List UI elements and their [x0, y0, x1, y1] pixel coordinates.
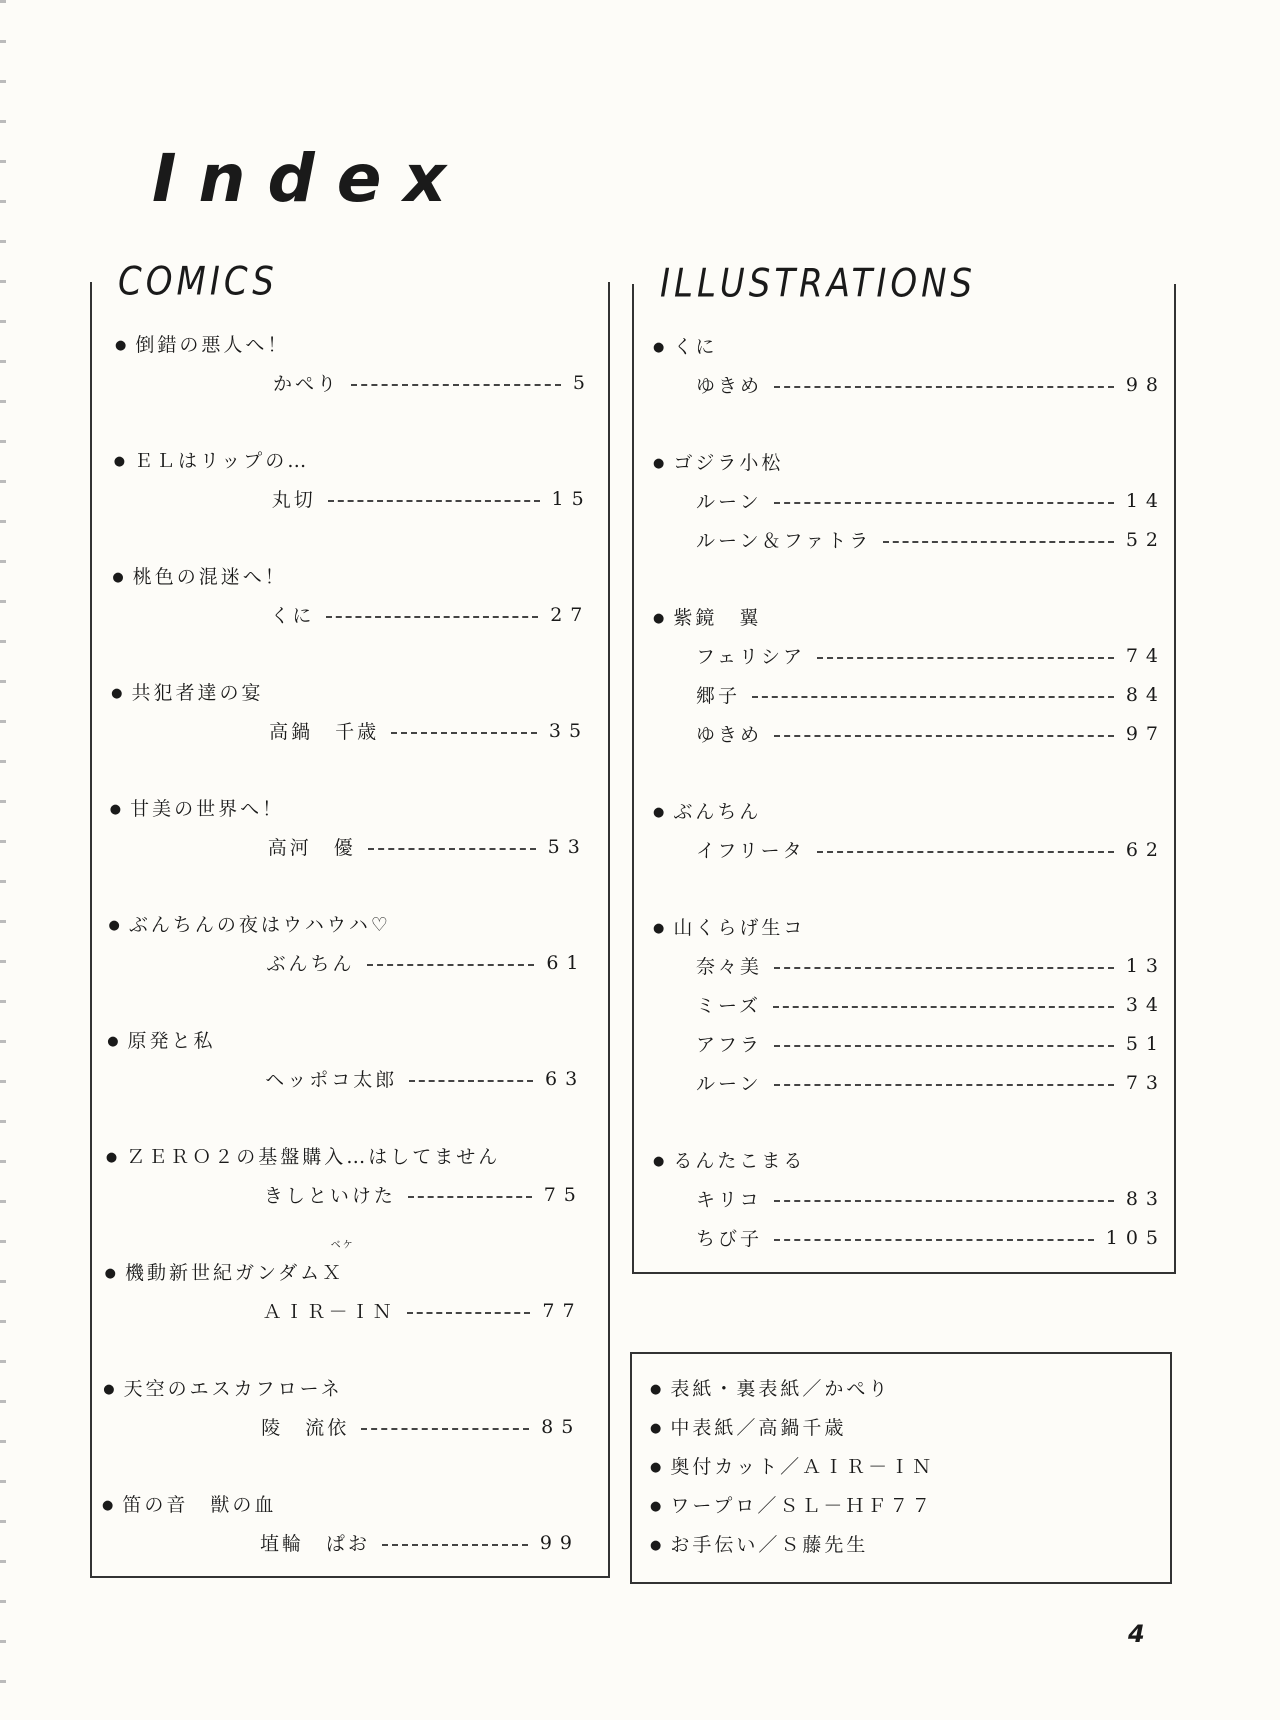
- illustration-row: [696, 526, 1166, 553]
- leader-dots: [752, 696, 1114, 698]
- leader-dots: [328, 500, 540, 502]
- illustration-page: 34: [1125, 993, 1166, 1016]
- leader-dots: [817, 851, 1114, 853]
- leader-dots: [774, 386, 1114, 388]
- credit-line: ● 表紙・裏表紙／かぺり: [650, 1374, 890, 1401]
- page-title: Index: [152, 140, 469, 217]
- comic-title: ● 甘美の世界へ！: [110, 794, 284, 821]
- illustrations-heading: ILLUSTRATIONS: [660, 261, 977, 307]
- illustration-title: イフリータ: [696, 840, 805, 862]
- comic-title: ● 桃色の混迷へ！: [112, 562, 286, 589]
- leader-dots: [774, 502, 1114, 504]
- illustration-page: 74: [1125, 644, 1166, 667]
- illustration-page: 14: [1125, 489, 1166, 512]
- comic-author: ＡＩＲ－ＩＮ: [262, 1301, 395, 1323]
- comic-page: 27: [550, 603, 591, 626]
- credit-line: ● お手伝い／Ｓ藤先生: [650, 1530, 868, 1557]
- leader-dots: [883, 541, 1114, 543]
- comic-row: [264, 1181, 584, 1208]
- comic-title: ● ＥＬはリップの…: [114, 446, 310, 473]
- illustrations-frame: [632, 284, 1176, 1274]
- comic-author: かぺり: [273, 373, 340, 395]
- comic-row: [272, 485, 592, 512]
- comic-title: ● ぶんちんの夜はウハウハ♡: [109, 910, 391, 937]
- illustrator-name: ● くに: [653, 332, 717, 359]
- comic-author: 陵 流依: [261, 1417, 350, 1439]
- leader-dots: [407, 1312, 531, 1314]
- illustration-page: 52: [1125, 528, 1166, 551]
- leader-dots: [774, 1045, 1114, 1047]
- illustration-row: [696, 1224, 1166, 1251]
- illustration-page: 62: [1125, 838, 1166, 861]
- illustration-page: 73: [1125, 1071, 1166, 1094]
- comic-page: 99: [539, 1531, 580, 1554]
- illustration-row: [696, 836, 1166, 863]
- comic-row: [270, 601, 590, 628]
- comic-page: 75: [543, 1183, 584, 1206]
- leader-dots: [774, 1239, 1094, 1241]
- illustration-title: アフラ: [696, 1034, 763, 1056]
- comic-title: ● 原発と私: [107, 1026, 215, 1053]
- illustration-page: 97: [1125, 722, 1166, 745]
- illustration-row: [696, 681, 1166, 708]
- comic-author: ぶんちん: [266, 953, 355, 975]
- illustrator-name: ● るんたこまる: [653, 1146, 805, 1173]
- leader-dots: [817, 657, 1114, 659]
- comic-author: 丸切: [271, 489, 316, 511]
- leader-dots: [361, 1428, 529, 1430]
- page-number: 4: [1128, 1620, 1145, 1648]
- leader-dots: [774, 967, 1114, 969]
- credit-line: ● 中表紙／高鍋千歳: [650, 1413, 846, 1440]
- illustration-title: ゆきめ: [696, 724, 763, 746]
- illustration-row: [696, 1185, 1166, 1212]
- comic-page: 5: [572, 371, 593, 394]
- comic-title: ● 天空のエスカフローネ: [103, 1374, 342, 1401]
- leader-dots: [773, 1006, 1114, 1008]
- credit-line: ● ワープロ／ＳＬ－ＨＦ７７: [650, 1491, 933, 1518]
- comic-title: ● 機動新世紀ガンダムＸ: [105, 1258, 345, 1285]
- comic-author: くに: [270, 605, 315, 627]
- illustration-row: [696, 720, 1166, 747]
- illustration-title: 奈々美: [696, 956, 763, 978]
- comic-author: 高河 優: [267, 837, 356, 859]
- leader-dots: [408, 1196, 532, 1198]
- comic-title: ● 共犯者達の宴: [111, 678, 263, 705]
- illustration-row: [696, 1069, 1166, 1096]
- leader-dots: [774, 1084, 1114, 1086]
- page-edge: [0, 0, 6, 1720]
- illustration-page: 84: [1125, 683, 1166, 706]
- illustration-title: ルーン＆ファトラ: [696, 530, 872, 552]
- comic-row: [265, 1065, 585, 1092]
- leader-dots: [774, 735, 1114, 737]
- comic-page: 53: [547, 835, 588, 858]
- comic-page: 63: [545, 1067, 586, 1090]
- illustrator-name: ● 紫鏡 翼: [653, 603, 761, 630]
- illustration-title: キリコ: [696, 1189, 762, 1211]
- illustration-title: ルーン: [696, 1073, 762, 1095]
- illustration-page: 51: [1125, 1032, 1166, 1055]
- illustration-title: ちび子: [696, 1228, 763, 1250]
- comic-page: 35: [548, 719, 590, 742]
- illustrator-name: ● 山くらげ生コ: [653, 913, 805, 940]
- leader-dots: [382, 1544, 528, 1546]
- comic-author: 高鍋 千歳: [269, 721, 380, 743]
- leader-dots: [351, 384, 561, 386]
- comic-row: [268, 833, 588, 860]
- comic-title: ● ＺＥＲＯ２の基盤購入…はしてません: [106, 1142, 500, 1169]
- comics-heading: COMICS: [118, 259, 278, 305]
- illustration-title: ミーズ: [696, 995, 762, 1017]
- comic-row: [269, 717, 589, 744]
- illustration-title: ゆきめ: [696, 375, 763, 397]
- comic-title: ● 笛の音 獣の血: [102, 1490, 276, 1517]
- leader-dots: [409, 1080, 533, 1082]
- illustrator-name: ● ぶんちん: [653, 797, 761, 824]
- illustration-page: 98: [1125, 373, 1166, 396]
- comic-row: [263, 1297, 583, 1324]
- illustration-row: [696, 952, 1166, 979]
- comic-title: ● 倒錯の悪人へ！: [115, 330, 289, 357]
- illustration-row: [696, 371, 1166, 398]
- comic-page: 77: [542, 1299, 583, 1322]
- illustration-row: [696, 642, 1166, 669]
- illustration-title: ルーン: [696, 491, 762, 513]
- comic-author: ヘッポコ太郎: [265, 1069, 398, 1091]
- illustration-title: フェリシア: [696, 646, 806, 668]
- comic-page: 85: [541, 1415, 582, 1438]
- illustration-page: 83: [1125, 1187, 1166, 1210]
- comic-row: [261, 1413, 581, 1440]
- illustration-row: [696, 991, 1166, 1018]
- illustration-page: 13: [1125, 954, 1166, 977]
- leader-dots: [367, 964, 535, 966]
- comic-row: [267, 949, 587, 976]
- illustrator-name: ● ゴジラ小松: [653, 448, 783, 475]
- comic-page: 15: [551, 487, 592, 510]
- illustration-page: 105: [1105, 1226, 1166, 1249]
- illustration-row: [696, 1030, 1166, 1057]
- credit-line: ● 奥付カット／ＡＩＲ－ＩＮ: [650, 1452, 934, 1479]
- illustration-title: 郷子: [696, 685, 741, 707]
- comic-row: [260, 1529, 580, 1556]
- illustration-row: [696, 487, 1166, 514]
- comic-row: [273, 369, 593, 396]
- leader-dots: [368, 848, 536, 850]
- leader-dots: [391, 732, 537, 734]
- leader-dots: [774, 1200, 1114, 1202]
- comic-ruby: ベケ: [330, 1240, 355, 1251]
- comic-author: 埴輪 ぱお: [260, 1533, 371, 1555]
- comic-page: 61: [546, 951, 587, 974]
- comic-author: きしといけた: [263, 1185, 396, 1207]
- leader-dots: [326, 616, 538, 618]
